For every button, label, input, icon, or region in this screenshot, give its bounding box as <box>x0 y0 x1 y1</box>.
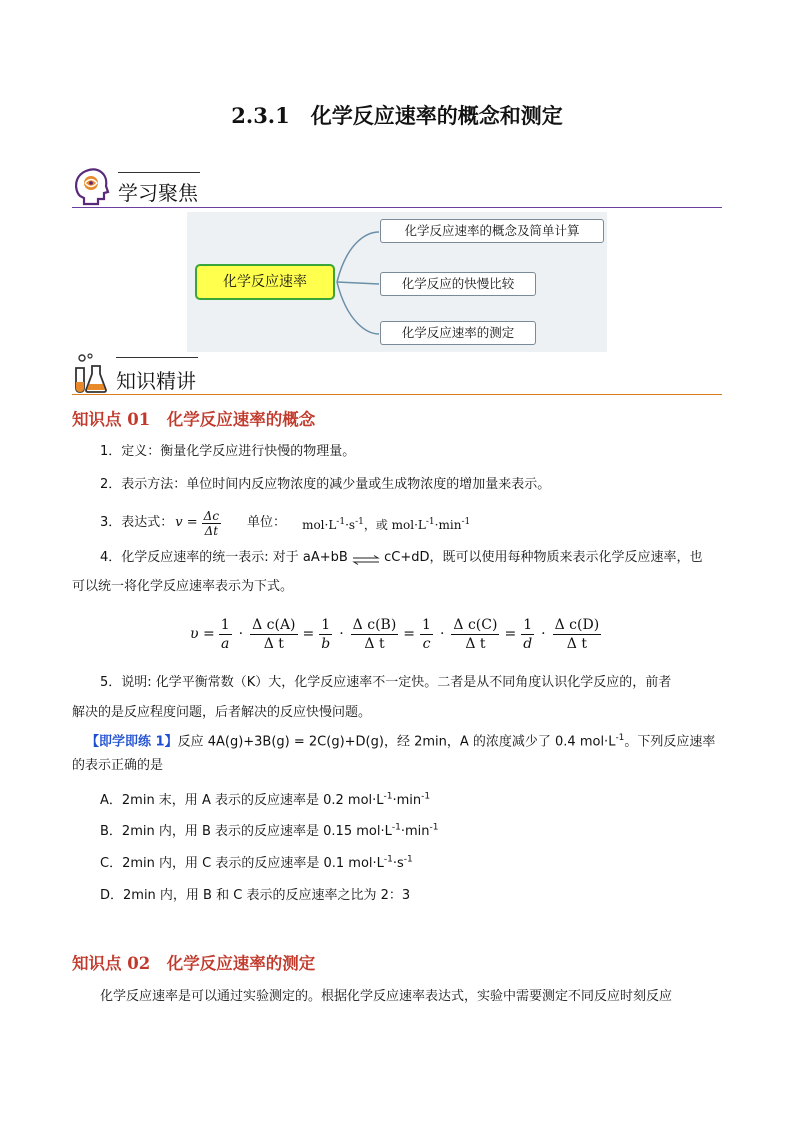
unified-rate-formula <box>190 612 605 656</box>
representation-text: 2．表示方法：单位时间内反应物浓度的减少量或生成物浓度的增加量来表示。 <box>100 477 551 492</box>
coefficient-fraction-numerator: 1 <box>422 616 431 633</box>
option-sup: -1 <box>421 791 431 802</box>
rate-denominator: Δt <box>204 523 219 538</box>
section-overline <box>116 357 198 358</box>
concentration-change-fraction-numerator: Δ c(D) <box>554 616 600 633</box>
option-text: C．2min 内，用 C 表示的反应速率是 0.1 mol·L <box>100 856 384 871</box>
unit-sup: -1 <box>336 516 346 527</box>
option-text: A．2min 末，用 A 表示的反应速率是 0.2 mol·L <box>100 793 384 808</box>
coefficient-fraction-numerator: 1 <box>521 616 534 635</box>
option-c[interactable] <box>100 852 413 871</box>
formula-terms <box>215 616 605 653</box>
multiply-dot: · <box>339 626 344 642</box>
coefficient-fraction-numerator: 1 <box>220 616 230 633</box>
coefficient-fraction-denominator: d <box>523 635 533 652</box>
mindmap-center-node: 化学反应速率 <box>195 264 335 300</box>
option-sup: -1 <box>391 822 401 833</box>
unified-text-part: 4．化学反应速率的统一表示: 对于 aA+bB <box>100 550 348 565</box>
mindmap-branch-compare: 化学反应的快慢比较 <box>380 272 536 296</box>
concentration-change-fraction-denominator: Δ t <box>566 635 587 652</box>
option-text: D．2min 内，用 B 和 C 表示的反应速率之比为 2：3 <box>100 888 411 903</box>
concentration-change-fraction <box>250 616 297 653</box>
rate-numerator: Δc <box>203 508 220 523</box>
practice-stem-part: 。下列反应速率 <box>624 734 716 750</box>
velocity-symbol: v = <box>175 515 198 530</box>
measurement-text: 化学反应速率是可以通过实验测定的。根据化学反应速率表达式，实验中需要测定不同反应时刻反应 <box>100 989 673 1004</box>
coefficient-fraction-denominator: b <box>321 635 331 652</box>
option-text: ·min <box>400 824 430 839</box>
practice-tag: 【即学即练 1】 <box>86 734 178 750</box>
unit-sup: -1 <box>425 516 435 527</box>
rate-fraction <box>202 509 221 538</box>
coefficient-fraction-denominator: a <box>220 635 230 652</box>
option-sup: -1 <box>383 854 393 865</box>
mindmap-branch-concept: 化学反应速率的概念及简单计算 <box>380 219 604 243</box>
unit-sup: -1 <box>355 516 364 527</box>
formula-velocity: υ = <box>190 626 215 642</box>
practice-question-stem-continuation: 的表示正确的是 <box>72 758 164 773</box>
knowledge-point-heading: 知识点 01 化学反应速率的概念 <box>72 410 316 429</box>
lab-flask-icon <box>70 352 110 394</box>
concentration-change-fraction-denominator: Δ t <box>263 635 284 652</box>
unit-part: ·s <box>345 517 356 532</box>
concentration-change-fraction-denominator: Δ t <box>364 635 385 652</box>
coefficient-fraction <box>319 616 332 653</box>
unit-sup: -1 <box>461 516 471 527</box>
equilibrium-arrow-icon <box>352 553 380 563</box>
concentration-change-fraction <box>451 616 499 653</box>
unit-label: 单位： <box>247 515 287 530</box>
coefficient-fraction <box>420 616 433 653</box>
coefficient-fraction <box>521 616 534 653</box>
option-d[interactable] <box>100 884 410 903</box>
section-rule-knowledge <box>72 394 722 395</box>
multiply-dot: · <box>439 626 445 642</box>
equals-sign: = <box>403 626 416 642</box>
coefficient-fraction-denominator: c <box>422 635 431 652</box>
mindmap-branch-measure: 化学反应速率的测定 <box>380 321 536 345</box>
unified-text-part: cC+dD，既可以使用每种物质来表示化学反应速率，也 <box>384 550 703 565</box>
multiply-dot: · <box>238 626 244 642</box>
brain-head-icon <box>72 166 112 206</box>
option-text: B．2min 内，用 B 表示的反应速率是 0.15 mol·L <box>100 824 392 839</box>
unit-part: ·min <box>434 517 462 532</box>
practice-stem-sup: -1 <box>615 733 625 743</box>
expression-label: 3．表达式： <box>100 515 174 530</box>
section-label-focus: 学习聚焦 <box>118 181 198 205</box>
unit-values <box>302 513 470 534</box>
note-text: 5．说明: 化学平衡常数（K）大，化学反应速率不一定快。二者是从不同角度认识化学反应的，前者 <box>100 675 672 690</box>
section-label-knowledge: 知识精讲 <box>116 369 196 393</box>
equals-sign: = <box>302 626 315 642</box>
section-rule-focus <box>72 207 722 208</box>
expression-line <box>100 505 470 541</box>
unit-part: ，或 mol·L <box>363 517 426 532</box>
option-a[interactable] <box>100 789 430 808</box>
multiply-dot: · <box>541 626 546 642</box>
option-sup: -1 <box>429 822 439 833</box>
definition-text: 1．定义：衡量化学反应进行快慢的物理量。 <box>100 444 356 459</box>
option-text: ·min <box>392 793 422 808</box>
option-b[interactable] <box>100 820 438 839</box>
practice-question-stem <box>86 729 715 751</box>
mind-map <box>187 212 607 352</box>
section-overline <box>118 172 200 173</box>
unit-part: mol·L <box>302 517 337 532</box>
concentration-change-fraction-numerator: Δ c(C) <box>453 616 498 633</box>
concentration-change-fraction <box>351 616 399 653</box>
knowledge-point-heading: 知识点 02 化学反应速率的测定 <box>72 954 316 973</box>
concentration-change-fraction-numerator: Δ c(A) <box>252 616 296 633</box>
option-sup: -1 <box>403 854 413 865</box>
equals-sign: = <box>504 626 517 642</box>
concentration-change-fraction <box>553 616 602 653</box>
concentration-change-fraction-numerator: Δ c(B) <box>352 616 397 633</box>
unified-text-continuation: 可以统一将化学反应速率表示为下式。 <box>72 579 294 594</box>
coefficient-fraction-numerator: 1 <box>319 616 332 635</box>
option-sup: -1 <box>383 791 393 802</box>
unified-representation-line <box>100 549 703 567</box>
concentration-change-fraction-denominator: Δ t <box>465 635 486 652</box>
note-text-continuation: 解决的是反应程度问题，后者解决的反应快慢问题。 <box>72 705 372 720</box>
practice-stem-part: 反应 4A(g)+3B(g) = 2C(g)+D(g)，经 2min，A 的浓度减少了 0.4 mol·L <box>177 734 616 750</box>
option-text: ·s <box>392 856 404 871</box>
page-title: 2.3.1 化学反应速率的概念和测定 <box>231 103 563 128</box>
coefficient-fraction <box>219 616 232 653</box>
